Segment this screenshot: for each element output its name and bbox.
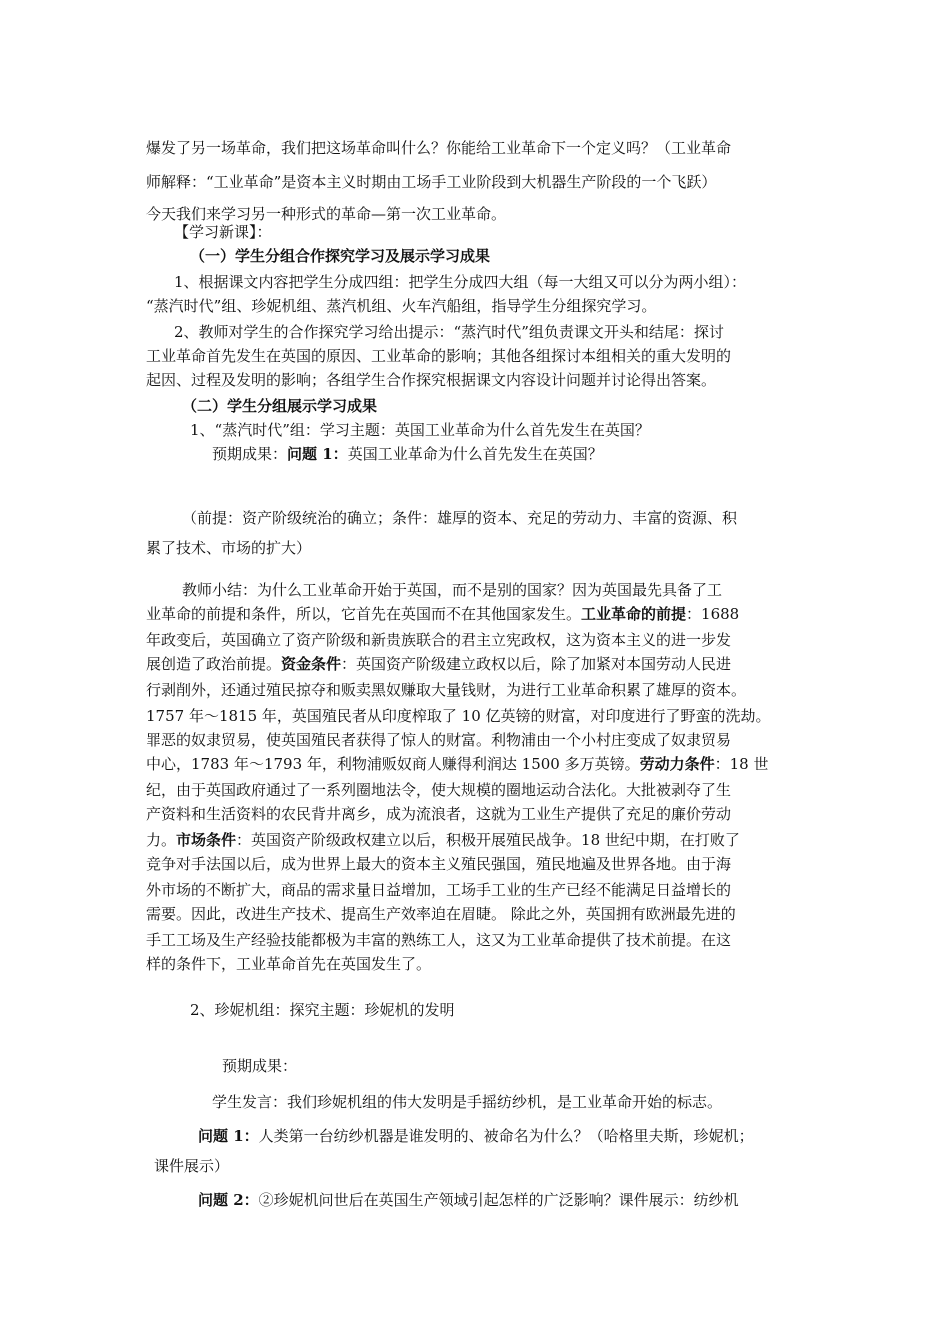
summary-line-4 [146,654,731,676]
summary-text: 中心，1783 年～1793 年，利物浦贩奴商人赚得利润达 1500 多万英镑。 [146,755,640,773]
point-2-line-1: 2、教师对学生的合作探究学习给出提示：“蒸汽时代”组负责课文开头和结尾：探讨 [174,323,724,341]
summary-term-market: 市场条件 [176,831,237,849]
student-speech: 学生发言：我们珍妮机组的伟大发明是手摇纺纱机，是工业革命开始的标志。 [212,1093,723,1111]
expected-2-line: 预期成果： [222,1057,298,1075]
summary-line-5: 行剥削外，还通过殖民掠夺和贩卖黑奴赚取大量钱财，为进行工业革命积累了雄厚的资本。 [146,681,747,699]
premise-line-1: （前提：资产阶级统治的确立；条件：雄厚的资本、充足的劳动力、丰富的资源、积 [182,509,738,527]
summary-line-15: 手工工场及生产经验技能都极为丰富的熟练工人，这又为工业革命提供了技术前提。在这 [146,931,732,949]
intro-line-3: 今天我们来学习另一种形式的革命—第一次工业革命。 [146,205,507,223]
summary-line-1: 教师小结：为什么工业革命开始于英国，而不是别的国家？因为英国最先具备了工 [182,581,723,599]
expected-1-question-label: 问题 1： [287,445,348,463]
question-2-label: 问题 2： [198,1191,259,1209]
expected-1-line [212,444,603,466]
point-1-line-1: 1、根据课文内容把学生分成四组：把学生分成四大组（每一大组又可以分为两小组）： [174,273,747,291]
summary-line-11 [146,830,740,852]
question-2-text: ②珍妮机问世后在英国生产领域引起怎样的广泛影响？课件展示：纺纱机 [258,1191,739,1209]
summary-line-9: 纪，由于英国政府通过了一系列圈地法令，使大规模的圈地运动合法化。大批被剥夺了生 [146,781,732,799]
question-1-label: 问题 1： [198,1127,259,1145]
point-2-line-2: 工业革命首先发生在英国的原因、工业革命的影响；其他各组探讨本组相关的重大发明的 [146,347,732,365]
expected-1-prefix: 预期成果： [212,445,288,463]
premise-line-2: 累了技术、市场的扩大） [146,539,312,557]
expected-1-question-text: 英国工业革命为什么首先发生在英国？ [347,445,603,463]
summary-line-13: 外市场的不断扩大，商品的需求量日益增加，工场手工业的生产已经不能满足日益增长的 [146,881,732,899]
summary-line-16: 样的条件下，工业革命首先在英国发生了。 [146,955,432,973]
group-1-line: 1、“蒸汽时代”组：学习主题：英国工业革命为什么首先发生在英国？ [190,421,650,439]
summary-line-10: 产资料和生活资料的农民背井离乡，成为流浪者，这就为工业生产提供了充足的廉价劳动 [146,805,732,823]
summary-text: ：英国资产阶级政权建立以后，积极开展殖民战争。18 世纪中期，在打败了 [236,831,740,849]
summary-text: ：1688 [686,605,740,623]
summary-text: 展创造了政治前提。 [146,655,282,673]
summary-term-labor: 劳动力条件 [639,755,715,773]
intro-line-1: 爆发了另一场革命，我们把这场革命叫什么？你能给工业革命下一个定义吗？（工业革命 [146,139,732,157]
summary-line-8 [146,754,768,776]
group-2-line: 2、珍妮机组：探究主题：珍妮机的发明 [190,1001,455,1019]
summary-text: ：18 世 [714,755,769,773]
question-1-text: 人类第一台纺纱机器是谁发明的、被命名为什么？（哈格里夫斯，珍妮机； [258,1127,754,1145]
point-1-line-2: “蒸汽时代”组、珍妮机组、蒸汽机组、火车汽船组，指导学生分组探究学习。 [146,297,657,315]
heading-2: （二）学生分组展示学习成果 [182,397,378,415]
summary-line-6: 1757 年～1815 年，英国殖民者从印度榨取了 10 亿英镑的财富，对印度进行了野蛮的洗劫。 [146,707,771,725]
question-1-continuation: 课件展示） [154,1157,230,1175]
summary-line-7: 罪恶的奴隶贸易，使英国殖民者获得了惊人的财富。利物浦由一个小村庄变成了奴隶贸易 [146,731,732,749]
question-2-line [198,1190,739,1212]
section-new-lesson: 【学习新课】： [174,223,272,241]
summary-text: ：英国资产阶级建立政权以后，除了加紧对本国劳动人民进 [341,655,732,673]
point-2-line-3: 起因、过程及发明的影响；各组学生合作探究根据课文内容设计问题并讨论得出答案。 [146,371,717,389]
intro-line-2: 师解释：“工业革命”是资本主义时期由工场手工业阶段到大机器生产阶段的一个飞跃） [146,173,717,191]
summary-text: 力。 [146,831,177,849]
summary-line-3: 年政变后，英国确立了资产阶级和新贵族联合的君主立宪政权，这为资本主义的进一步发 [146,631,732,649]
summary-line-2 [146,604,739,626]
question-1-line [198,1126,754,1148]
summary-term-capital: 资金条件 [281,655,342,673]
summary-line-14: 需要。因此，改进生产技术、提高生产效率迫在眉睫。 除此之外，英国拥有欧洲最先进的 [146,905,736,923]
summary-term-premise: 工业革命的前提 [581,605,687,623]
summary-text: 业革命的前提和条件，所以，它首先在英国而不在其他国家发生。 [146,605,582,623]
heading-1: （一）学生分组合作探究学习及展示学习成果 [190,247,491,265]
summary-line-12: 竞争对手法国以后，成为世界上最大的资本主义殖民强国，殖民地遍及世界各地。由于海 [146,855,732,873]
